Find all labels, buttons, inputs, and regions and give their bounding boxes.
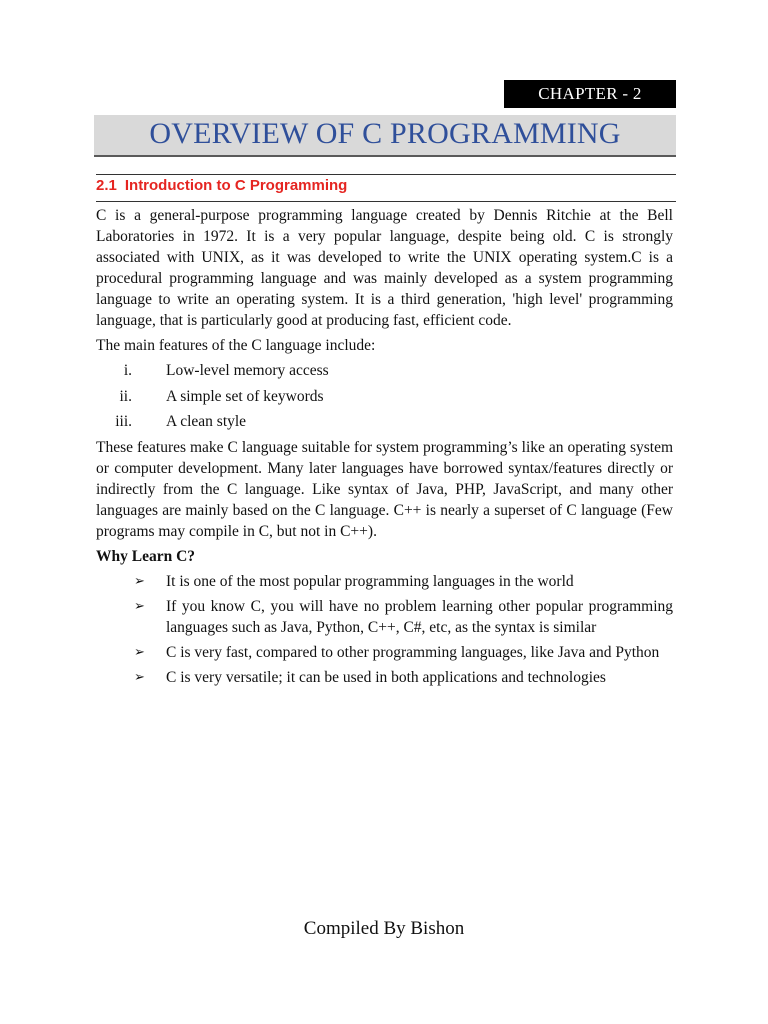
title-band (94, 115, 676, 157)
section-number: 2.1 (96, 177, 117, 194)
features-intro: The main features of the C language include: (96, 337, 376, 354)
list-item (96, 571, 673, 592)
arrow-bullet-icon: ➢ (134, 644, 145, 660)
list-item (96, 411, 673, 437)
list-item-text: Low-level memory access (166, 362, 329, 379)
list-item (96, 386, 673, 412)
list-item (96, 360, 673, 386)
list-item-text: C is very versatile; it can be used in both applications and technologies (166, 668, 606, 686)
chapter-badge: CHAPTER - 2 (504, 80, 676, 108)
features-list (96, 360, 673, 437)
arrow-bullet-icon: ➢ (134, 669, 145, 685)
list-item (96, 667, 673, 688)
list-item-text: It is one of the most popular programming languages in the world (166, 572, 574, 590)
intro-paragraph: C is a general-purpose programming language created by Dennis Ritchie at the Bell Laboratories in 1972. It is a very popular language, despite being old. C is strongly associated with UNIX, as it was developed to write the UNIX operating system.C is a procedural programming language and was mainly developed as a system programming language to write an operating system. It is a third generation, 'high level' programming language, that is particularly good at producing fast, efficient code. (96, 207, 673, 329)
features-after-paragraph: These features make C language suitable for system programming’s like an operating system or computer development. Many later languages have borrowed syntax/features directly or indirectly from the C language. Like syntax of Java, PHP, JavaScript, and many other languages are mainly based on the C language. C++ is nearly a superset of C language (Few programs may compile in C, but not in C++). (96, 438, 673, 540)
list-item-text: C is very fast, compared to other programming languages, like Java and Python (166, 643, 660, 661)
list-item-text: A simple set of keywords (166, 387, 324, 405)
page-title: OVERVIEW OF C PROGRAMMING (149, 117, 621, 150)
list-item (96, 642, 673, 663)
arrow-bullet-icon: ➢ (134, 598, 145, 614)
list-item-text: If you know C, you will have no problem learning other popular programming languages such as Java, Python, C++, C#, etc, as the syntax is similar (166, 597, 673, 636)
section-title: Introduction to C Programming (124, 177, 348, 194)
why-learn-list (96, 571, 673, 688)
list-item (96, 596, 673, 638)
list-item-text: A clean style (166, 413, 247, 430)
list-marker: iii. (115, 413, 132, 430)
page-footer: Compiled By Bishon (303, 918, 465, 939)
document-body (96, 205, 673, 692)
section-heading (96, 174, 676, 202)
arrow-bullet-icon: ➢ (134, 573, 145, 589)
why-learn-heading: Why Learn C? (96, 547, 196, 565)
list-marker: i. (123, 362, 132, 379)
list-marker: ii. (119, 387, 132, 405)
